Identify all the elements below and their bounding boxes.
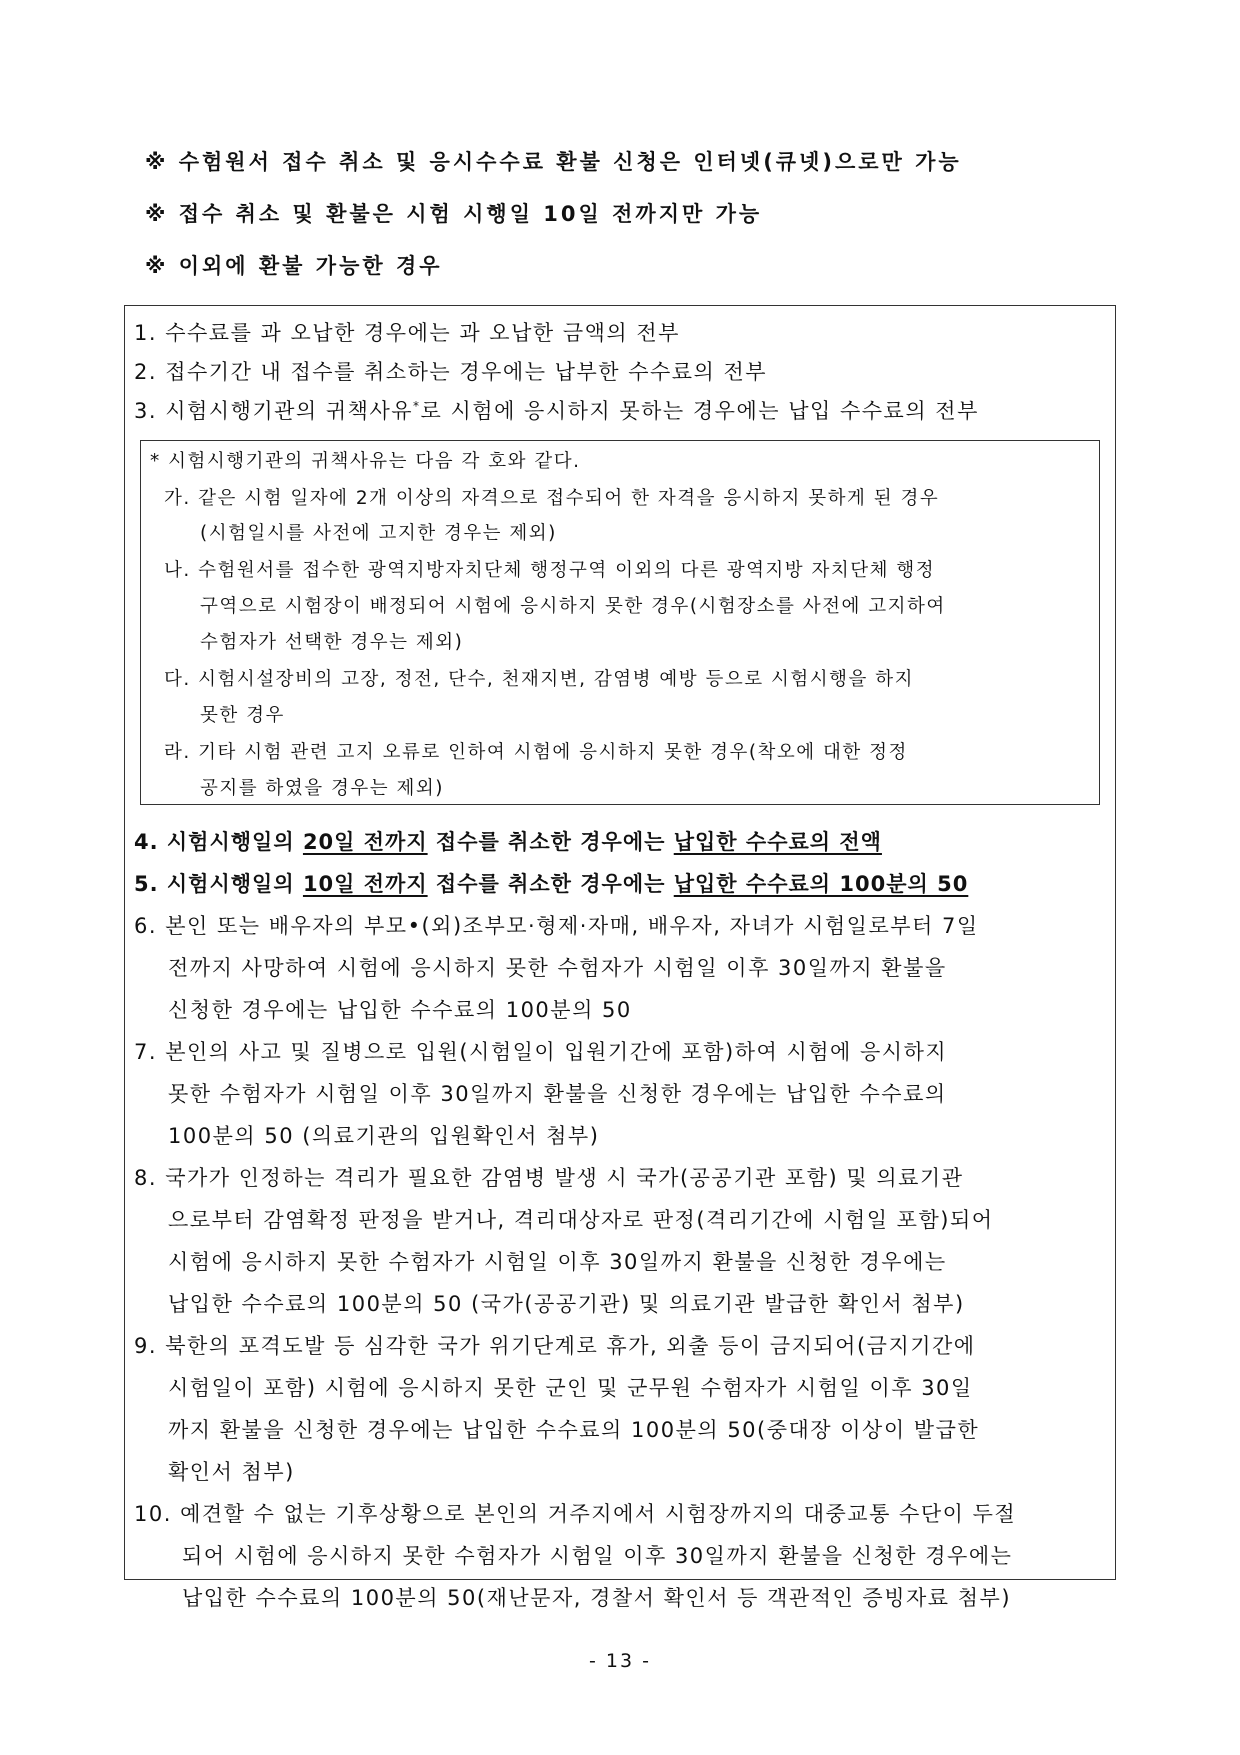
footnote-da-2: 못한 경우 [200, 705, 285, 726]
item-8-line-4: 납입한 수수료의 100분의 50 (국가(공공기관) 및 의료기관 발급한 확인서 첨부) [168, 1292, 965, 1316]
item-8-line-3: 시험에 응시하지 못한 수험자가 시험일 이후 30일까지 환불을 신청한 경우에는 [168, 1250, 947, 1274]
footnote-ra-1: 라. 기타 시험 관련 고지 오류로 인하여 시험에 응시하지 못한 경우(착오에 대한 정정 [164, 742, 908, 763]
page-number: - 13 - [589, 1650, 651, 1672]
footnote-intro: * 시험시행기관의 귀책사유는 다음 각 호와 같다. [150, 451, 581, 472]
footnote-na-3: 수험자가 선택한 경우는 제외) [200, 632, 464, 653]
footnote-da-1: 다. 시험시설장비의 고장, 정전, 단수, 천재지변, 감염병 예방 등으로 시험시행을 하지 [164, 669, 914, 690]
item-8-line-2: 으로부터 감염확정 판정을 받거나, 격리대상자로 판정(격리기간에 시험일 포함)되어 [168, 1208, 994, 1232]
footnote-na-1: 나. 수험원서를 접수한 광역지방자치단체 행정구역 이외의 다른 광역지방 자치단체 행정 [164, 560, 936, 581]
footnote-ra-2: 공지를 하였을 경우는 제외) [200, 778, 444, 799]
item-8-line-1: 8. 국가가 인정하는 격리가 필요한 감염병 발생 시 국가(공공기관 포함) 및 의료기관 [134, 1166, 964, 1190]
footnote-na-2: 구역으로 시험장이 배정되어 시험에 응시하지 못한 경우(시험장소를 사전에 고지하여 [200, 596, 946, 617]
item-5: 5. 시험시행일의 10일 전까지 접수를 취소한 경우에는 납입한 수수료의 100분의 50 [134, 872, 969, 896]
item-1: 1. 수수료를 과 오납한 경우에는 과 오납한 금액의 전부 [134, 321, 680, 345]
item-6-line-3: 신청한 경우에는 납입한 수수료의 100분의 50 [168, 998, 632, 1022]
notice-deadline: ※ 접수 취소 및 환불은 시험 시행일 10일 전까지만 가능 [145, 202, 763, 226]
item-2: 2. 접수기간 내 접수를 취소하는 경우에는 납부한 수수료의 전부 [134, 360, 768, 384]
item-6-line-2: 전까지 사망하여 시험에 응시하지 못한 수험자가 시험일 이후 30일까지 환불을 [168, 956, 947, 980]
item-6-line-1: 6. 본인 또는 배우자의 부모•(외)조부모·형제·자매, 배우자, 자녀가 시험일로부터 7일 [134, 914, 979, 938]
notice-other-cases: ※ 이외에 환불 가능한 경우 [145, 254, 443, 278]
item-10-line-2: 되어 시험에 응시하지 못한 수험자가 시험일 이후 30일까지 환불을 신청한 경우에는 [182, 1544, 1013, 1568]
item-4: 4. 시험시행일의 20일 전까지 접수를 취소한 경우에는 납입한 수수료의 전액 [134, 830, 882, 854]
item-7-line-3: 100분의 50 (의료기관의 입원확인서 첨부) [168, 1124, 600, 1148]
item-9-line-1: 9. 북한의 포격도발 등 심각한 국가 위기단계로 휴가, 외출 등이 금지되어(금지기간에 [134, 1334, 976, 1358]
item-9-line-4: 확인서 첨부) [168, 1460, 295, 1484]
notice-online-only: ※ 수험원서 접수 취소 및 응시수수료 환불 신청은 인터넷(큐넷)으로만 가능 [145, 150, 962, 174]
item-9-line-3: 까지 환불을 신청한 경우에는 납입한 수수료의 100분의 50(중대장 이상이 발급한 [168, 1418, 980, 1442]
item-7-line-2: 못한 수험자가 시험일 이후 30일까지 환불을 신청한 경우에는 납입한 수수료의 [168, 1082, 947, 1106]
footnote-ga-2: (시험일시를 사전에 고지한 경우는 제외) [200, 523, 557, 544]
item-3: 3. 시험시행기관의 귀책사유*로 시험에 응시하지 못하는 경우에는 납입 수수료의 전부 [134, 399, 979, 423]
item-9-line-2: 시험일이 포함) 시험에 응시하지 못한 군인 및 군무원 수험자가 시험일 이후 30일 [168, 1376, 973, 1400]
item-7-line-1: 7. 본인의 사고 및 질병으로 입원(시험일이 입원기간에 포함)하여 시험에 응시하지 [134, 1040, 948, 1064]
footnote-ga-1: 가. 같은 시험 일자에 2개 이상의 자격으로 접수되어 한 자격을 응시하지 못하게 된 경우 [164, 488, 940, 509]
item-10-line-1: 10. 예견할 수 없는 기후상황으로 본인의 거주지에서 시험장까지의 대중교통 수단이 두절 [134, 1502, 1017, 1526]
item-10-line-3: 납입한 수수료의 100분의 50(재난문자, 경찰서 확인서 등 객관적인 증빙자료 첨부) [182, 1586, 1012, 1610]
